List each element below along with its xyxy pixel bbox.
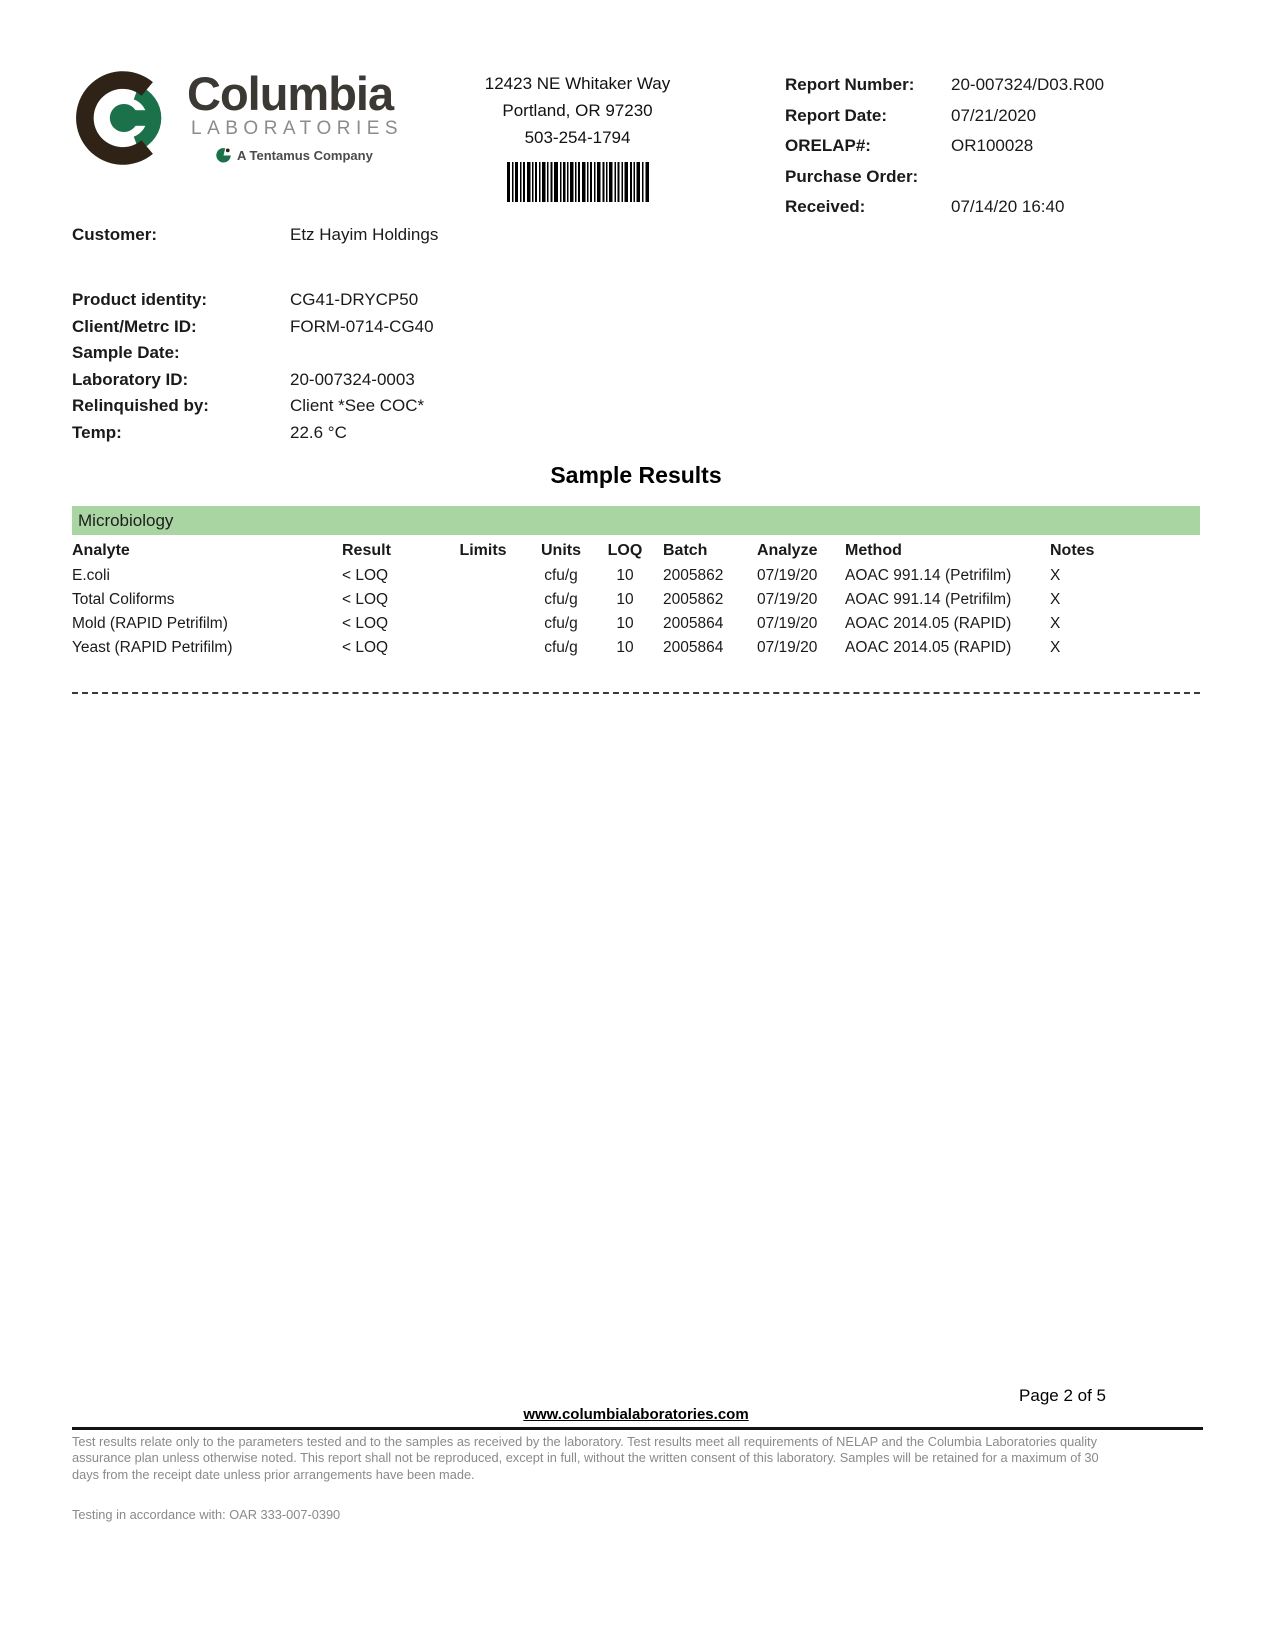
units-cell: cfu/g — [544, 615, 578, 632]
company-logo — [75, 66, 403, 170]
footer-disclaimer: Test results relate only to the parameters tested and to the samples as received by the laboratory. Test results meet all requirements of NELAP and the Columbia Laboratories quality assurance plan unless otherwise noted. This report shall not be reproduced, except in full, without the written consent of this laboratory. Samples will be retained for a maximum of 30 days from the receipt date unless prior arrangements have been made. — [72, 1434, 1099, 1482]
method-cell: AOAC 991.14 (Petrifilm) — [845, 591, 1012, 608]
received-value: 07/14/20 16:40 — [951, 197, 1065, 216]
analyze-cell: 07/19/20 — [757, 639, 818, 656]
report-number-label: Report Number: — [785, 75, 915, 94]
result-cell: < LOQ — [342, 591, 389, 608]
client-metrc-id-label: Client/Metrc ID: — [72, 316, 197, 336]
laboratory-id-value: 20-007324-0003 — [290, 369, 415, 389]
sample-info-row — [72, 340, 434, 367]
col-method: Method — [845, 541, 902, 559]
logo-laboratories-text: LABORATORIES — [191, 118, 404, 139]
analyte-cell: Yeast (RAPID Petrifilm) — [72, 639, 233, 656]
notes-cell: X — [1050, 639, 1061, 656]
col-loq: LOQ — [607, 541, 643, 559]
purchase-order-label: Purchase Order: — [785, 166, 919, 186]
report-info-row — [785, 101, 1205, 132]
sample-info-row — [72, 367, 434, 394]
logo-company-name: Columbia — [187, 67, 394, 120]
tentamus-icon — [215, 147, 232, 164]
sample-info-row — [72, 314, 434, 341]
footer-divider — [72, 1427, 1203, 1430]
logo-tagline — [215, 147, 403, 164]
logo-text — [187, 66, 403, 164]
results-header-row — [72, 537, 1200, 564]
analyte-cell: Total Coliforms — [72, 591, 175, 608]
page-number: Page 2 of 5 — [1019, 1386, 1106, 1405]
limits-cell — [438, 588, 528, 612]
method-cell: AOAC 2014.05 (RAPID) — [845, 615, 1012, 632]
analyze-cell: 07/19/20 — [757, 591, 818, 608]
table-row — [72, 588, 1200, 612]
client-metrc-id-value: FORM-0714-CG40 — [290, 316, 434, 336]
loq-cell: 10 — [616, 567, 634, 584]
tentamus-company-label: A Tentamus Company — [237, 148, 373, 163]
batch-cell: 2005864 — [663, 615, 724, 632]
col-units: Units — [541, 541, 581, 559]
report-info-row — [785, 192, 1205, 223]
orelap-value: OR100028 — [951, 136, 1034, 155]
limits-cell — [438, 636, 528, 660]
product-identity-label: Product identity: — [72, 290, 208, 309]
analyte-cell: E.coli — [72, 567, 110, 584]
analyze-cell: 07/19/20 — [757, 615, 818, 632]
microbiology-section-banner: Microbiology — [72, 506, 1200, 535]
units-cell: cfu/g — [544, 591, 578, 608]
laboratory-id-label: Laboratory ID: — [72, 369, 189, 389]
relinquished-by-value: Client *See COC* — [290, 396, 425, 416]
customer-label: Customer: — [72, 225, 158, 244]
loq-cell: 10 — [616, 591, 634, 608]
method-cell: AOAC 991.14 (Petrifilm) — [845, 567, 1012, 584]
col-analyte: Analyte — [72, 541, 130, 559]
report-info — [785, 70, 1205, 223]
sample-results-title: Sample Results — [550, 462, 722, 488]
customer-value: Etz Hayim Holdings — [290, 225, 439, 244]
col-analyze: Analyze — [757, 541, 818, 559]
address-line-street: 12423 NE Whitaker Way — [484, 74, 671, 93]
columbia-c-logo-icon — [75, 66, 179, 170]
sample-info — [72, 287, 434, 447]
batch-cell: 2005862 — [663, 591, 724, 608]
result-cell: < LOQ — [342, 639, 389, 656]
analyte-cell: Mold (RAPID Petrifilm) — [72, 615, 228, 632]
table-row — [72, 564, 1200, 588]
notes-cell: X — [1050, 615, 1061, 632]
sample-info-row — [72, 420, 434, 447]
units-cell: cfu/g — [544, 567, 578, 584]
barcode — [507, 162, 649, 202]
purchase-order-value — [951, 162, 1205, 193]
table-end-dashed-divider — [72, 692, 1200, 694]
results-table — [72, 537, 1200, 660]
report-info-row — [785, 162, 1205, 193]
report-date-label: Report Date: — [785, 105, 888, 125]
analyze-cell: 07/19/20 — [757, 567, 818, 584]
testing-accordance-note: Testing in accordance with: OAR 333-007-0390 — [72, 1507, 341, 1522]
report-number-value: 20-007324/D03.R00 — [951, 75, 1105, 94]
orelap-label: ORELAP#: — [785, 136, 871, 155]
loq-cell: 10 — [616, 615, 634, 632]
sample-info-row — [72, 393, 434, 420]
report-info-row — [785, 70, 1205, 101]
notes-cell: X — [1050, 591, 1061, 608]
temp-value: 22.6 °C — [290, 422, 347, 442]
method-cell: AOAC 2014.05 (RAPID) — [845, 639, 1012, 656]
notes-cell: X — [1050, 567, 1061, 584]
temp-label: Temp: — [72, 422, 122, 442]
result-cell: < LOQ — [342, 567, 389, 584]
result-cell: < LOQ — [342, 615, 389, 632]
relinquished-by-label: Relinquished by: — [72, 396, 209, 416]
loq-cell: 10 — [616, 639, 634, 656]
batch-cell: 2005864 — [663, 639, 724, 656]
units-cell: cfu/g — [544, 639, 578, 656]
customer-row — [72, 225, 438, 245]
limits-cell — [438, 612, 528, 636]
col-notes: Notes — [1050, 541, 1095, 559]
table-row — [72, 612, 1200, 636]
batch-cell: 2005862 — [663, 567, 724, 584]
col-result: Result — [342, 541, 391, 559]
received-label: Received: — [785, 197, 866, 216]
table-row — [72, 636, 1200, 660]
sample-info-row — [72, 287, 434, 314]
address-line-phone: 503-254-1794 — [524, 128, 631, 147]
address-line-city: Portland, OR 97230 — [502, 101, 653, 120]
website-link[interactable]: www.columbialaboratories.com — [523, 1406, 749, 1423]
product-identity-value: CG41-DRYCP50 — [290, 290, 419, 309]
report-info-row — [785, 131, 1205, 162]
lab-address — [420, 70, 735, 202]
report-date-value: 07/21/2020 — [951, 105, 1037, 125]
col-batch: Batch — [663, 541, 708, 559]
sample-date-label: Sample Date: — [72, 343, 180, 363]
limits-cell — [438, 564, 528, 588]
col-limits: Limits — [459, 541, 507, 559]
